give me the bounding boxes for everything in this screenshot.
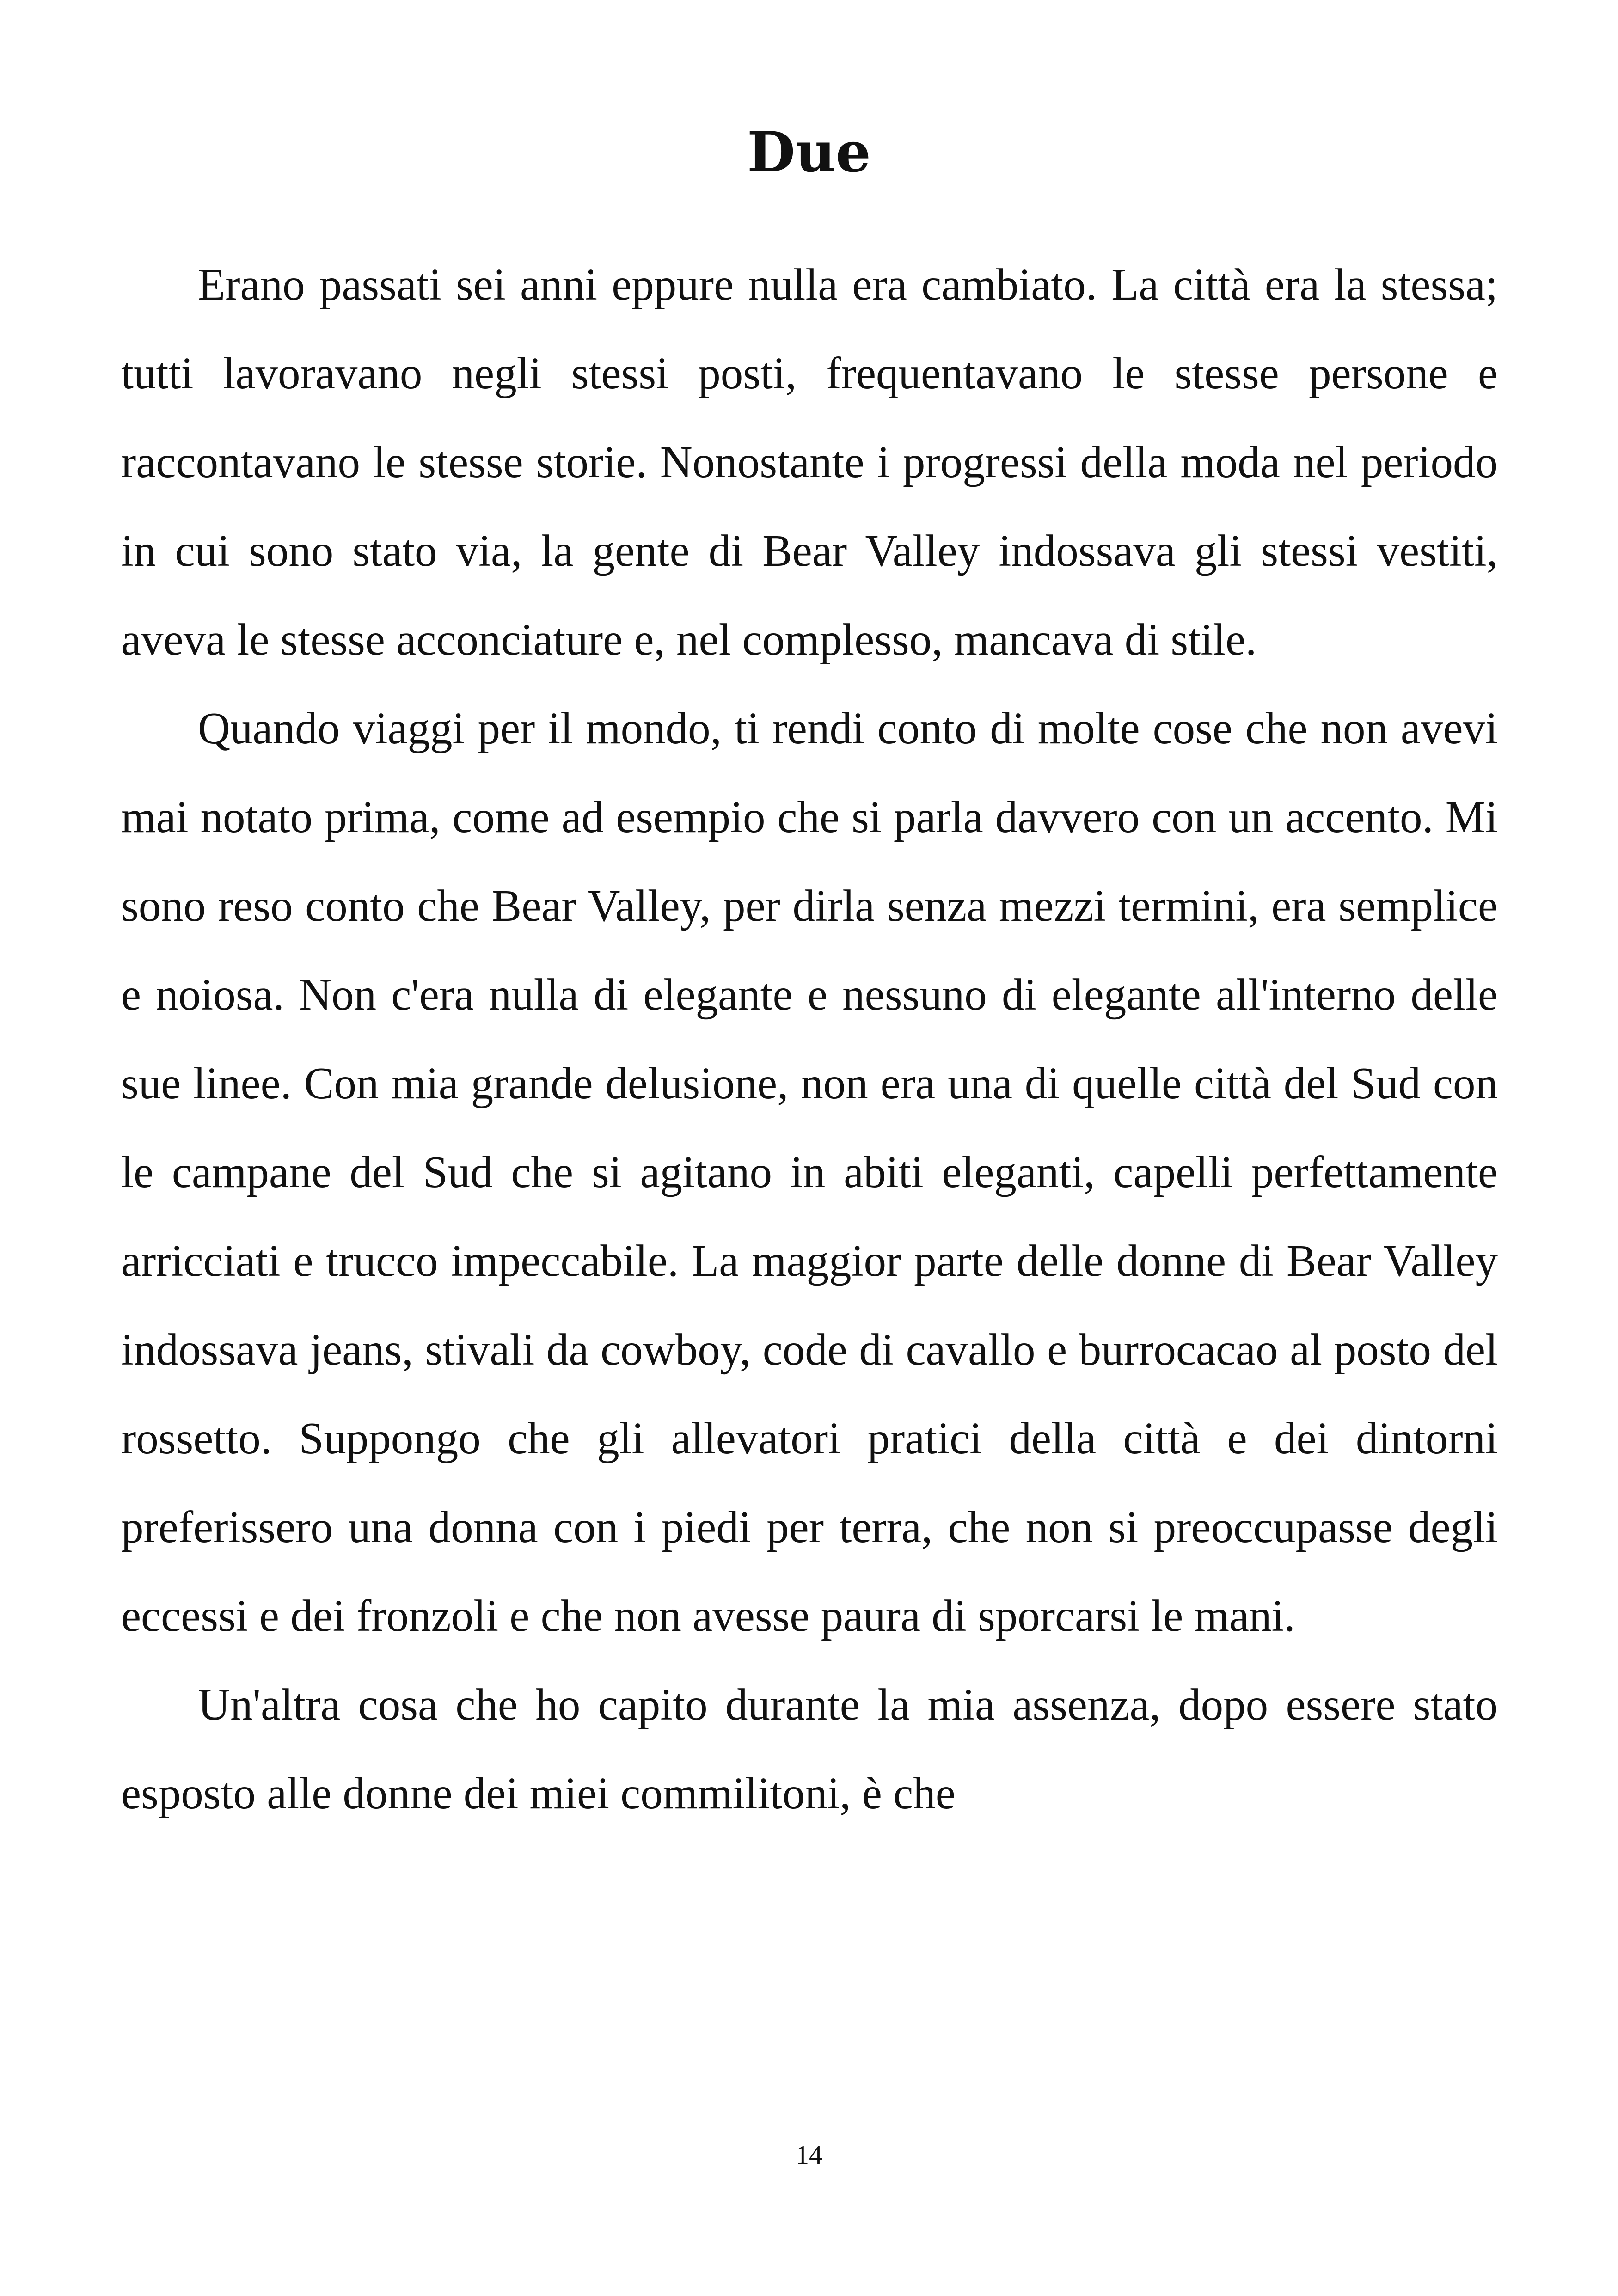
paragraph-1: Erano passati sei anni eppure nulla era cambiato. La città era la stessa; tutti lavoravano negli stessi posti, frequentavano le stesse persone e raccontavano le stesse storie. Nonostante i progressi della moda nel periodo in cui sono stato via, la gente di Bear Valley indossava gli stessi vestiti, aveva le stesse acconciature e, nel complesso, mancava di stile. [121, 260, 1498, 664]
paragraph-2: Quando viaggi per il mondo, ti rendi conto di molte cose che non avevi mai notato prima, come ad esempio che si parla davvero con un accento. Mi sono reso conto che Bear Valley, per dirla senza mezzi termini, era semplice e noiosa. Non c'era nulla di elegante e nessuno di elegante all'interno delle sue linee. Con mia grande delusione, non era una di quelle città del Sud con le campane del Sud che si agitano in abiti eleganti, capelli perfettamente arricciati e trucco impeccabile. La maggior parte delle donne di Bear Valley indossava jeans, stivali da cowboy, code di cavallo e burrocacao al posto del rossetto. Suppongo che gli allevatori pratici della città e dei dintorni preferissero una donna con i piedi per terra, che non si preoccupasse degli eccessi e dei fronzoli e che non avesse paura di sporcarsi le mani. [121, 704, 1498, 1641]
chapter-title: Due [747, 120, 871, 185]
paragraph-3: Un'altra cosa che ho capito durante la mia assenza, dopo essere stato esposto alle donne dei miei commilitoni, è che [121, 1680, 1498, 1818]
page-number: 14 [796, 2140, 822, 2170]
body-text [121, 240, 1498, 1838]
